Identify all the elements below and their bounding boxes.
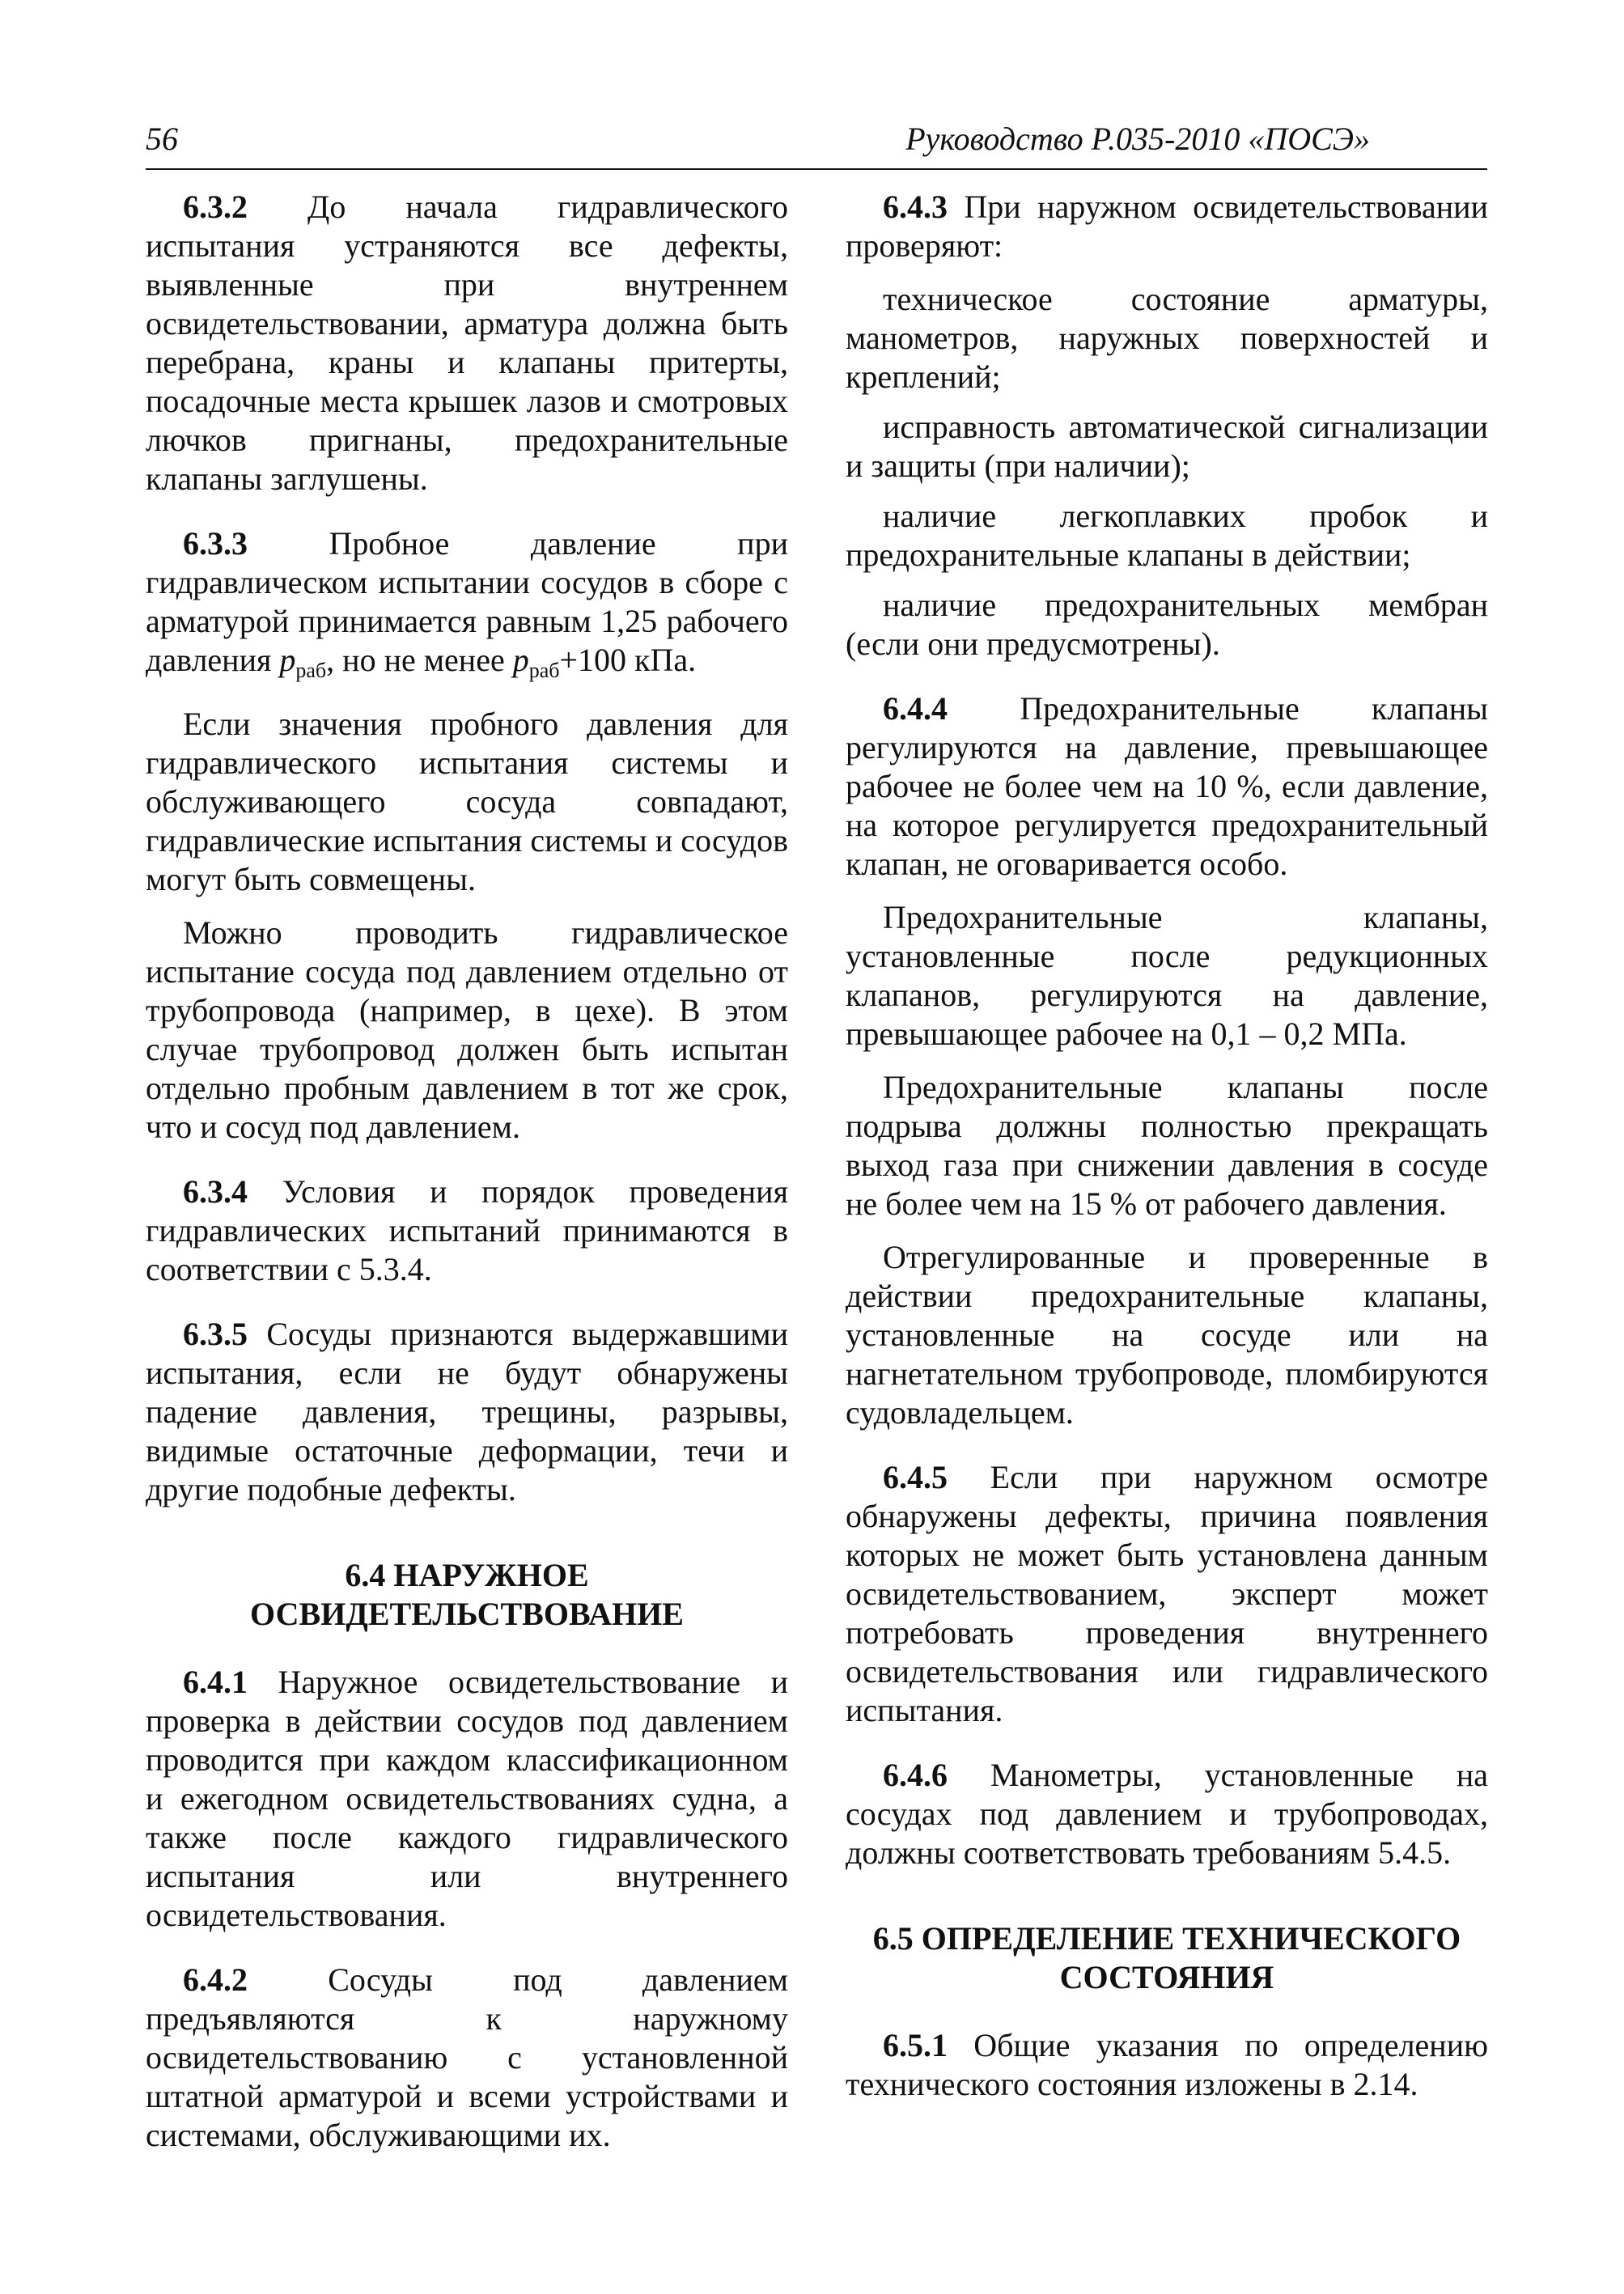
paragraph-6-4-3 (846, 188, 1488, 265)
paragraph-text: Предохранительные клапаны регулируются на давление, превышающее рабочее не более чем на 10 %, если давление, на которое регулируется предохранительный клапан, не оговаривается особо. (846, 690, 1488, 882)
paragraph-text: Наружное освидетельствование и проверка в действии сосудов под давлением проводится при каждом классификационном и ежегодном освидетельствованиях судна, а также после каждого гидравлического испытания или внутреннего освидетельствования. (146, 1664, 788, 1933)
section-heading-line: ОСВИДЕТЕЛЬСТВОВАНИЕ (250, 1596, 684, 1632)
paragraph-text: До начала гидравлического испытания устраняются все дефекты, выявленные при внутреннем освидетельствовании, арматура должна быть перебрана, краны и клапаны притерты, посадочные места крышек лазов и смотровых лючков пригнаны, предохранительные клапаны заглушены. (146, 189, 788, 497)
clause-number: 6.5.1 (883, 2027, 948, 2063)
clause-number: 6.4.2 (183, 1961, 248, 1998)
paragraph-6-4-2 (146, 1961, 788, 2155)
right-column (846, 188, 1488, 2118)
paragraph-text: Пробное давление при гидравлическом испытании сосудов в сборе с арматурой принимается равным 1,25 рабочего давления (146, 525, 788, 678)
paragraph-text: Сосуды под давлением предъявляются к наружному освидетельствованию с установленной штатной арматурой и всеми устройствами и системами, обслуживающими их. (146, 1961, 788, 2153)
paragraph-text: Общие указания по определению технического состояния изложены в 2.14. (846, 2027, 1488, 2102)
paragraph-6-4-4 (846, 689, 1488, 884)
section-heading-line: СОСТОЯНИЯ (1059, 1959, 1274, 1995)
paragraph-text: Манометры, установленные на сосудах под давлением и трубопроводах, должны соответствовать требованиям 5.4.5. (846, 1757, 1488, 1871)
page-header (146, 120, 1487, 170)
list-item-alarm-protection: исправность автоматической сигнализации и защиты (при наличии); (846, 409, 1488, 484)
paragraph-text: Если при наружном осмотре обнаружены дефекты, причина появления которых не может быть установлена данным освидетельствованием, эксперт может потребовать проведения внутреннего освидетельствования или гидравлического испытания. (846, 1459, 1488, 1728)
clause-number: 6.4.5 (883, 1459, 948, 1495)
paragraph-6-4-4-continued-1: Предохранительные клапаны, установленные после редукционных клапанов, регулируются на давление, превышающее рабочее на 0,1 – 0,2 МПа. (846, 899, 1488, 1052)
list-item-fusible-plugs: наличие легкоплавких пробок и предохранительные клапаны в действии; (846, 498, 1488, 573)
clause-number: 6.4.4 (883, 690, 948, 727)
paragraph-6-3-3-continued-2: Можно проводить гидравлическое испытание сосуда под давлением отдельно от трубопровода (например, в цехе). В этом случае трубопровод должен быть испытан отдельно пробным давлением в тот же срок, что и сосуд под давлением. (146, 914, 788, 1145)
paragraph-6-4-1 (146, 1663, 788, 1935)
page-number: 56 (146, 121, 178, 157)
section-heading-line: 6.4 НАРУЖНОЕ (345, 1557, 589, 1593)
paragraph-6-3-4 (146, 1172, 788, 1289)
paragraph-6-4-5 (846, 1458, 1488, 1730)
formula-symbol: p (512, 642, 529, 678)
section-heading-6-4 (146, 1556, 788, 1634)
clause-number: 6.3.5 (183, 1316, 248, 1352)
list-item-membranes: наличие предохранительных мембран (если они предусмотрены). (846, 587, 1488, 662)
formula-subscript: раб (528, 659, 560, 682)
clause-number: 6.3.3 (183, 525, 248, 562)
paragraph-6-4-4-continued-2: Предохранительные клапаны после подрыва должны полностью прекращать выход газа при снижении давления в сосуде не более чем на 15 % от рабочего давления. (846, 1069, 1488, 1222)
clause-number: 6.4.3 (883, 189, 948, 225)
paragraph-6-4-4-continued-3: Отрегулированные и проверенные в действии предохранительные клапаны, установленные на сосуде или на нагнетательном трубопроводе, пломбируются судовладельцем. (846, 1239, 1488, 1431)
paragraph-text: Условия и порядок проведения гидравлических испытаний принимаются в соответствии с 5.3.4. (146, 1173, 788, 1287)
clause-number: 6.3.2 (183, 189, 248, 225)
clause-number: 6.4.6 (883, 1757, 948, 1793)
section-heading-line: 6.5 ОПРЕДЕЛЕНИЕ ТЕХНИЧЕСКОГО (872, 1920, 1461, 1957)
paragraph-text: , но не менее (326, 642, 513, 678)
paragraph-6-3-5 (146, 1315, 788, 1509)
clause-number: 6.4.1 (183, 1664, 248, 1700)
formula-symbol: p (279, 642, 296, 678)
section-heading-6-5 (846, 1919, 1488, 1997)
running-title: Руководство Р.035-2010 «ПОСЭ» (905, 121, 1370, 157)
paragraph-text: Сосуды признаются выдержавшими испытания, если не будут обнаружены падение давления, трещины, разрывы, видимые остаточные деформации, течи и другие подобные дефекты. (146, 1316, 788, 1507)
formula-subscript: раб (295, 659, 327, 682)
paragraph-text: При наружном освидетельствовании проверяют: (846, 189, 1488, 264)
left-column (146, 188, 788, 2169)
paragraph-6-5-1 (846, 2026, 1488, 2104)
paragraph-6-4-6 (846, 1756, 1488, 1872)
paragraph-6-3-2 (146, 188, 788, 498)
list-item-technical-state: техническое состояние арматуры, манометров, наружных поверхностей и креплений; (846, 281, 1488, 395)
paragraph-6-3-3 (146, 524, 788, 690)
paragraph-text: +100 кПа. (559, 642, 697, 678)
clause-number: 6.3.4 (183, 1173, 248, 1210)
paragraph-6-3-3-continued-1: Если значения пробного давления для гидравлического испытания системы и обслуживающего сосуда совпадают, гидравлические испытания системы и сосудов могут быть совмещены. (146, 706, 788, 897)
